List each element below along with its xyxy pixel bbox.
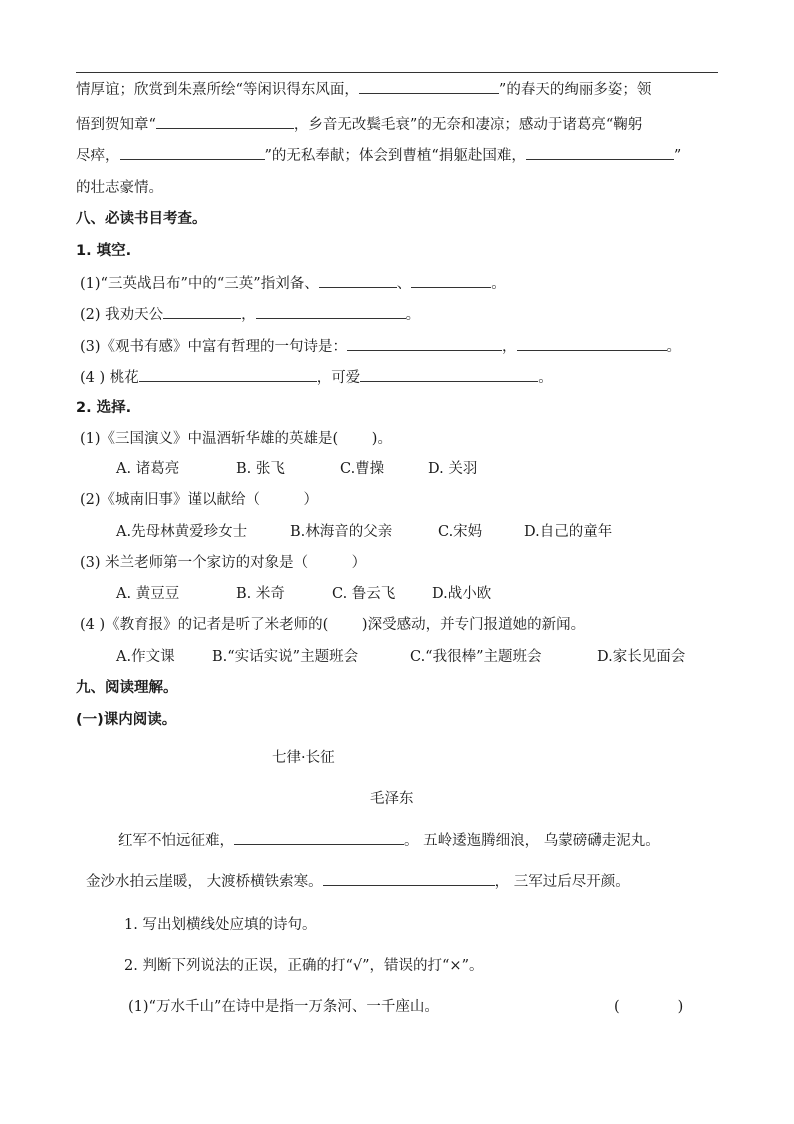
choice-q3: (3) 米兰老师第一个家访的对象是（ ） <box>80 555 367 571</box>
fill-q2: (2) 我劝天公 ， 。 <box>80 304 420 325</box>
reading-q1: 1. 写出划横线处应填的诗句。 <box>124 917 317 933</box>
choice-q4-option-d[interactable]: D.家长见面会 <box>597 649 686 665</box>
para-line-2 <box>76 114 642 135</box>
choice-q2-option-c[interactable]: C.宋妈 <box>438 524 483 540</box>
choice-q1-option-a[interactable]: A. 诸葛亮 <box>116 461 180 477</box>
para-text: 悟到贺知章“ <box>76 117 156 133</box>
answer-blank[interactable] <box>139 367 317 382</box>
choice-q2-option-d[interactable]: D.自己的童年 <box>524 524 613 540</box>
reading-q2-1: (1)“万水千山”在诗中是指一万条河、一千座山。 <box>128 999 439 1015</box>
section-8-title: 八、必读书目考查。 <box>76 211 207 227</box>
answer-blank[interactable] <box>120 145 265 160</box>
para-text: ”的无私奉献；体会到曹植“捐躯赴国难， <box>264 148 526 164</box>
fill-q3: (3)《观书有感》中富有哲理的一句诗是： ， 。 <box>80 336 681 357</box>
para-line-3 <box>76 145 681 166</box>
answer-blank[interactable] <box>411 273 491 288</box>
poem-title: 七律·长征 <box>272 750 335 766</box>
fill-q1: (1)“三英战吕布”中的“三英”指刘备、 、 。 <box>80 273 506 294</box>
para-text: ，乡音无改鬓毛衰”的无奈和凄凉；感动于诸葛亮“鞠躬 <box>293 117 643 133</box>
para-text: ” <box>673 148 682 164</box>
poem-line-2: 金沙水拍云崖暖， 大渡桥横铁索寒。 ， 三军过后尽开颜。 <box>86 871 630 892</box>
choice-q2: (2)《城南旧事》谨以献给（ ） <box>80 492 319 508</box>
para-text: ”的春天的绚丽多姿；领 <box>498 82 652 98</box>
choice-q4-option-b[interactable]: B.“实话实说”主题班会 <box>212 649 359 665</box>
poem-line-1: 红军不怕远征难， 。 五岭逶迤腾细浪， 乌蒙磅礴走泥丸。 <box>118 830 660 851</box>
choice-q3-option-b[interactable]: B. 米奇 <box>236 586 285 602</box>
answer-blank[interactable] <box>319 273 397 288</box>
choice-q2-option-a[interactable]: A.先母林黄爱珍女士 <box>116 524 248 540</box>
choice-q3-option-a[interactable]: A. 黄豆豆 <box>116 586 180 602</box>
judgement-paren[interactable]: ( ) <box>614 999 684 1015</box>
answer-blank[interactable] <box>234 830 404 845</box>
choice-q2-option-b[interactable]: B.林海音的父亲 <box>290 524 393 540</box>
choice-q1-option-d[interactable]: D. 关羽 <box>428 461 478 477</box>
reading-q2: 2. 判断下列说法的正误，正确的打“√”，错误的打“×”。 <box>124 958 484 974</box>
answer-blank[interactable] <box>360 367 538 382</box>
choice-q1-option-c[interactable]: C.曹操 <box>340 461 385 477</box>
answer-blank[interactable] <box>526 145 674 160</box>
answer-blank[interactable] <box>517 336 667 351</box>
fill-q4: (4 ) 桃花 ，可爱 。 <box>80 367 553 388</box>
answer-blank[interactable] <box>359 79 499 94</box>
fill-title: 1. 填空. <box>76 243 132 259</box>
top-rule <box>76 72 718 73</box>
answer-blank[interactable] <box>163 304 241 319</box>
choice-q4: (4 )《教育报》的记者是听了米老师的( )深受感动，并专门报道她的新闻。 <box>80 617 586 633</box>
poem-author: 毛泽东 <box>370 791 414 807</box>
choice-q3-option-c[interactable]: C. 鲁云飞 <box>332 586 396 602</box>
choice-title: 2. 选择. <box>76 400 132 416</box>
choice-q4-option-a[interactable]: A.作文课 <box>116 649 175 665</box>
answer-blank[interactable] <box>256 304 406 319</box>
para-line-4: 的壮志豪情。 <box>76 180 163 196</box>
section-9-title: 九、阅读理解。 <box>76 680 178 696</box>
choice-q3-option-d[interactable]: D.战小欧 <box>432 586 492 602</box>
para-text: 尽瘁， <box>76 148 120 164</box>
choice-q1: (1)《三国演义》中温酒斩华雄的英雄是( )。 <box>80 431 392 447</box>
answer-blank[interactable] <box>156 114 294 129</box>
para-line-1 <box>76 79 651 100</box>
para-text: 情厚谊；欣赏到朱熹所绘“等闲识得东风面， <box>76 82 359 98</box>
choice-q1-option-b[interactable]: B. 张飞 <box>236 461 285 477</box>
reading-subtitle: (一)课内阅读。 <box>76 712 177 728</box>
choice-q4-option-c[interactable]: C.“我很棒”主题班会 <box>410 649 542 665</box>
answer-blank[interactable] <box>347 336 502 351</box>
answer-blank[interactable] <box>323 871 495 886</box>
